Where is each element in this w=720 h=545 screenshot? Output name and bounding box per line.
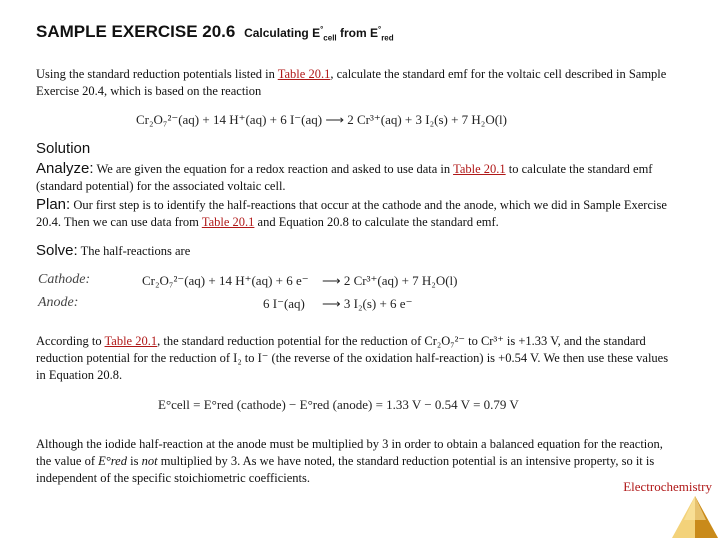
page-title: SAMPLE EXERCISE 20.6 Calculating $E^\circ_{cell}$ from $E^\circ_{red}$ [36,22,394,43]
solve-paragraph: Solve: The half-reactions are [36,242,191,259]
anode-left: 6 I⁻(aq) [263,296,305,311]
although-paragraph: Although the iodide half-reaction at the anode must be multiplied by 3 in order to obtain a balanced equation for the reaction, the value of E°red is not multiplied by 3. As we have noted, the standard reduction potential is an intensive property, so it is independent of the specific stoichiometric coefficients. [36,437,663,485]
analyze-paragraph: Analyze: We are given the equation for a redox reaction and asked to use data in Table 20.1 to calculate the standard emf (standard potential) for the associated voltaic cell. [36,160,653,193]
table-20-1-link[interactable]: Table 20.1 [277,67,331,81]
overall-reaction: Cr₂O₇²⁻(aq) + 14 H⁺(aq) + 6 I⁻(aq) ⟶ 2 Cr³⁺(aq) + 3 I₂(s) + 7 H₂O(l) [136,112,507,127]
page-subtitle: Calculating $E^\circ_{cell}$ from $E^\circ_{red}$ [244,25,394,43]
anode-right: ⟶ 3 I₂(s) + 6 e⁻ [322,296,413,311]
plan-label: Plan: [36,196,71,213]
footer-label: Electrochemistry [623,479,712,494]
table-20-1-link[interactable]: Table 20.1 [104,334,158,348]
ered-symbol: E°red [98,454,127,468]
solve-label: Solve: [36,242,78,259]
solution-heading: Solution [36,140,91,157]
cathode-right: ⟶ 2 Cr³⁺(aq) + 7 H₂O(l) [322,273,458,288]
table-20-1-link[interactable]: Table 20.1 [201,215,255,229]
analyze-label: Analyze: [36,160,94,177]
pyramid-logo-icon [670,492,720,540]
cathode-label: Cathode: [38,272,91,287]
cathode-left: Cr₂O₇²⁻(aq) + 14 H⁺(aq) + 6 e⁻ [142,273,309,288]
intro-paragraph: Using the standard reduction potentials listed in Table 20.1, calculate the standard emf for the voltaic cell described in Sample Exercise 20.4, which is based on the reaction [36,67,667,98]
according-paragraph: According to Table 20.1, the standard reduction potential for the reduction of Cr₂O₇²⁻ to Cr³⁺ is +1.33 V, and the standard reduction potential for the reduction of I₂ to I⁻ (the reverse of the oxidation half-reaction) is +0.54 V. We then use these values in Equation 20.8. [36,334,669,382]
anode-label: Anode: [38,295,79,310]
emf-equation: E°cell = E°red (cathode) − E°red (anode) = 1.33 V − 0.54 V = 0.79 V [158,397,519,412]
table-20-1-link[interactable]: Table 20.1 [453,162,506,176]
plan-paragraph: Plan: Our first step is to identify the half-reactions that occur at the cathode and the anode, which we did in Sample Exercise 20.4. Then we can use data from Table 20.1 and Equation 20.8 to calculate the standard emf. [36,196,667,229]
